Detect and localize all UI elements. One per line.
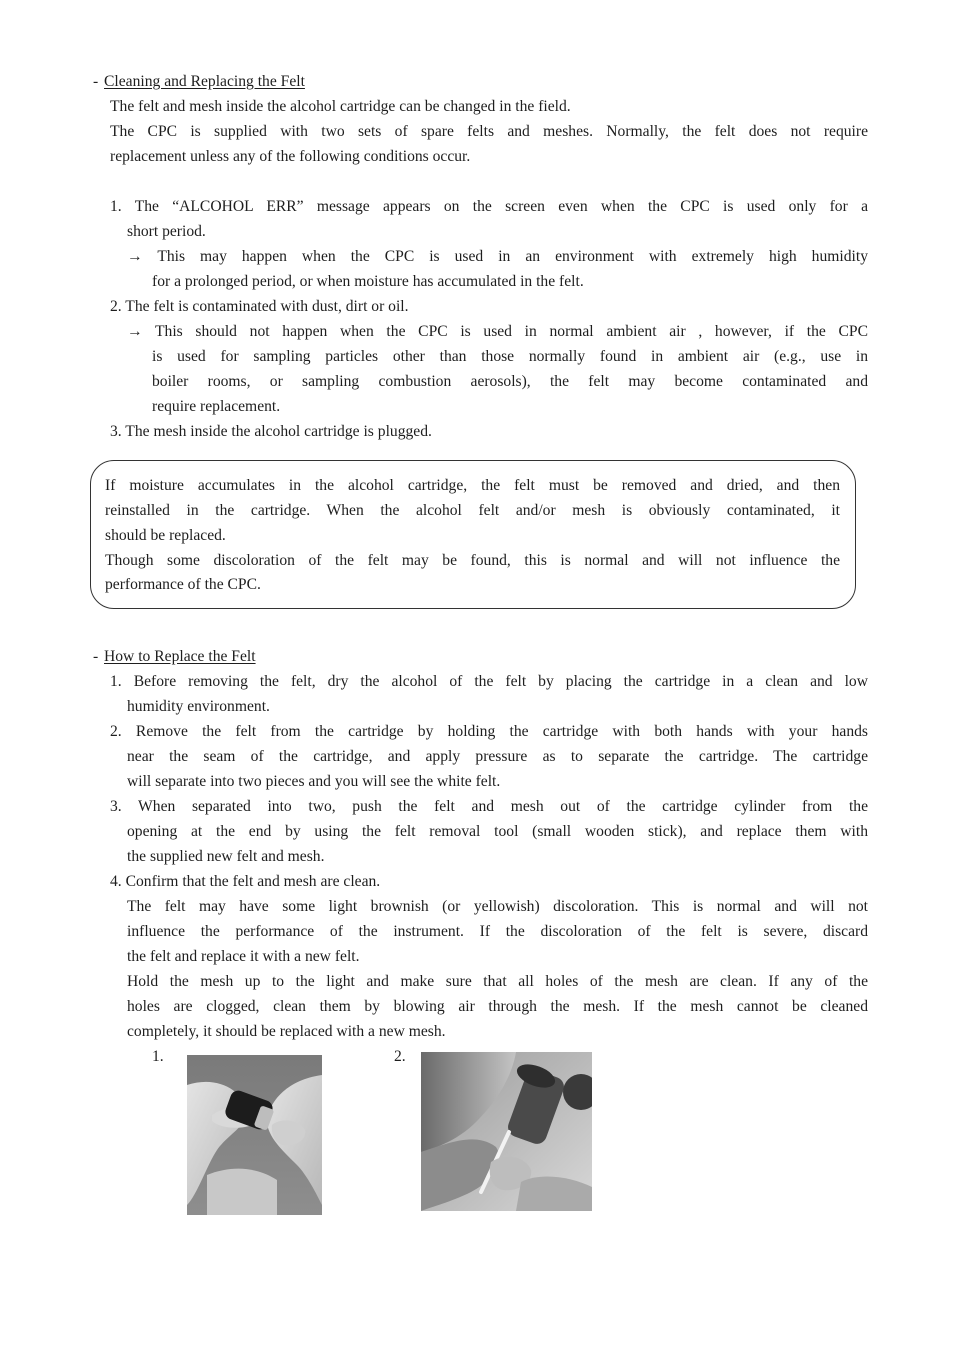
note-line: performance of the CPC. [105,576,261,593]
condition-item-continuation: short period. [127,223,206,240]
condition-item: 3. The mesh inside the alcohol cartridge is plugged. [110,423,432,440]
section-heading-replace: How to Replace the Felt [104,648,256,665]
intro-line: replacement unless any of the following conditions occur. [110,148,471,165]
step-item-continuation: opening at the end by using the felt removal tool (small wooden stick), and replace them with [127,823,868,840]
figure-label: 2. [394,1048,406,1065]
condition-note: → This should not happen when the CPC is used in normal ambient air , however, if the CPC [127,323,868,340]
step-item-continuation: completely, it should be replaced with a new mesh. [127,1023,446,1040]
figure-label: 1. [152,1048,164,1065]
step-item: 2. Remove the felt from the cartridge by holding the cartridge with both hands with your hands [110,723,868,740]
step-item-continuation: Hold the mesh up to the light and make sure that all holes of the mesh are clean. If any of the [127,973,868,990]
condition-note: require replacement. [152,398,281,415]
condition-note: boiler rooms, or sampling combustion aerosols), the felt may become contaminated and [152,373,868,390]
condition-note: is used for sampling particles other than those normally found in ambient air (e.g., use in [152,348,868,365]
step-item-continuation: holes are clogged, clean them by blowing air through the mesh. If the mesh cannot be cleaned [127,998,868,1015]
step-item-continuation: The felt may have some light brownish (or yellowish) discoloration. This is normal and will not [127,898,868,915]
step-item: 4. Confirm that the felt and mesh are clean. [110,873,381,890]
step-item: 3. When separated into two, push the felt and mesh out of the cartridge cylinder from the [110,798,868,815]
step-item-continuation: influence the performance of the instrument. If the discoloration of the felt is severe, discard [127,923,868,940]
step-item-continuation: the felt and replace it with a new felt. [127,948,360,965]
step-item-continuation: the supplied new felt and mesh. [127,848,325,865]
note-line: Though some discoloration of the felt may be found, this is normal and will not influence the [105,552,840,569]
note-line: reinstalled in the cartridge. When the alcohol felt and/or mesh is obviously contaminated, it [105,502,840,519]
section-dash: - [93,648,99,665]
note-line: should be replaced. [105,527,226,544]
condition-note: → This may happen when the CPC is used in an environment with extremely high humidity [127,248,868,265]
photo-felt-removal [421,1052,592,1211]
step-item: 1. Before removing the felt, dry the alcohol of the felt by placing the cartridge in a clean and low [110,673,868,690]
photo-cartridge-separation [187,1055,322,1215]
note-line: If moisture accumulates in the alcohol cartridge, the felt must be removed and dried, and then [105,477,840,494]
step-item-continuation: will separate into two pieces and you will see the white felt. [127,773,501,790]
step-item-continuation: humidity environment. [127,698,270,715]
condition-item: 1. The “ALCOHOL ERR” message appears on the screen even when the CPC is used only for a [110,198,868,215]
section-dash: - [93,73,99,90]
intro-line: The CPC is supplied with two sets of spare felts and meshes. Normally, the felt does not require [110,123,868,140]
step-item-continuation: near the seam of the cartridge, and apply pressure as to separate the cartridge. The cartridge [127,748,868,765]
condition-item: 2. The felt is contaminated with dust, dirt or oil. [110,298,409,315]
intro-line: The felt and mesh inside the alcohol cartridge can be changed in the field. [110,98,571,115]
section-heading-cleaning: Cleaning and Replacing the Felt [104,73,305,90]
condition-note: for a prolonged period, or when moisture has accumulated in the felt. [152,273,584,290]
